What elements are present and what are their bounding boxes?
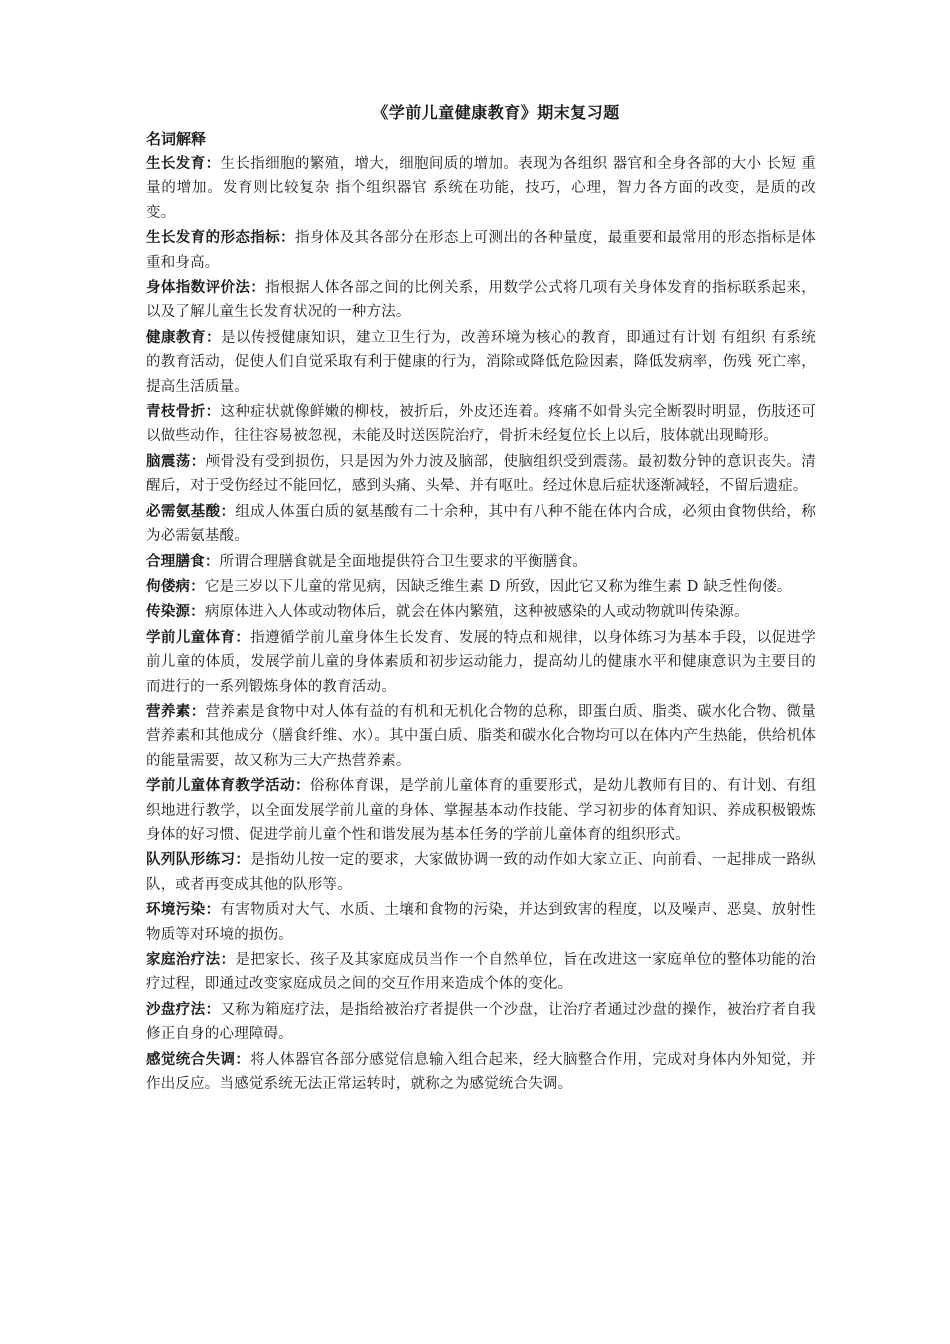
entry-term: 传染源 (146, 604, 191, 621)
glossary-entry (146, 450, 816, 499)
entry-term: 沙盘疗法 (146, 1001, 206, 1018)
entry-separator: ： (250, 280, 266, 297)
entry-term: 学前儿童体育教学活动 (146, 778, 295, 795)
entry-definition: 所谓合理膳食就是全面地提供符合卫生要求的平衡膳食。 (219, 553, 588, 570)
document-page (146, 102, 816, 1097)
entry-separator: ： (205, 404, 221, 421)
entry-separator: ： (220, 503, 236, 520)
glossary-entry (146, 998, 816, 1047)
glossary-entry (146, 226, 816, 275)
glossary-entry (146, 400, 816, 449)
entry-definition: 这种症状就像鲜嫩的柳枝，被折后，外皮还连着。疼痛不如骨头完全断裂时明显，伤肢还可以做些动作，往往容易被忽视，未能及时送医院治疗，骨折未经复位长上以后，肢体就出现畸形。 (146, 404, 817, 445)
entry-separator: ： (190, 703, 206, 720)
entry-term: 学前儿童体育 (146, 629, 236, 646)
entry-definition: 将人体器官各部分感觉信息输入组合起来，经大脑整合作用，完成对身体内外知觉，并作出反应。当感觉系统无法正常运转时，就称之为感觉统合失调。 (146, 1051, 816, 1093)
entry-separator: ： (280, 230, 295, 247)
entry-separator: ： (206, 329, 222, 346)
entry-separator: ： (190, 453, 206, 470)
glossary-entry (146, 626, 816, 699)
entry-definition: 指身体及其各部分在形态上可测出的各种量度，最重要和最常用的形态指标是体重和身高。 (146, 230, 817, 271)
entry-separator: ： (190, 604, 205, 621)
entry-definition: 是以传授健康知识，建立卫生行为，改善环境为核心的教育，即通过有计划 有组织 有系统的教育活动，促使人们自觉采取有利于健康的行为，消除或降低危险因素，降低发病率，伤残 死亡率，提高生活质量。 (146, 329, 817, 395)
entry-definition: 指根据人体各部之间的比例关系，用数学公式将几项有关身体发育的指标联系起来，以及了解儿童生长发育状况的一种方法。 (146, 280, 816, 321)
entry-separator: ： (220, 952, 236, 968)
document-title: 《学前儿童健康教育》期末复习题 (372, 103, 620, 122)
entry-definition: 生长指细胞的繁殖，增大，细胞间质的增加。表现为各组织 器官和全身各部的大小 长短 重量的增加。发育则比较复杂 指个组织器官 系统在功能，技巧，心理，智力各方面的改变，是质的改变。 (146, 156, 816, 221)
entry-separator: ： (204, 553, 220, 570)
entry-definition: 颅骨没有受到损伤，只是因为外力波及脑部，使脑组织受到震荡。最初数分钟的意识丧失。清醒后，对于受伤经过不能回忆，感到头痛、头晕、并有呕吐。经过休息后症状逐渐减轻，不留后遗症。 (146, 453, 817, 495)
entry-separator: ： (205, 156, 221, 172)
entry-term: 脑震荡 (146, 453, 191, 470)
glossary-entry (146, 600, 816, 624)
entry-term: 生长发育 (146, 156, 206, 172)
entry-separator: ： (235, 629, 251, 646)
entry-term: 身体指数评价法 (146, 280, 251, 297)
entry-separator: ： (235, 852, 251, 869)
entry-separator: ： (294, 778, 310, 795)
entry-separator: ： (235, 1051, 251, 1068)
glossary-entry (146, 550, 816, 574)
glossary-entry (146, 774, 816, 847)
entry-term: 家庭治疗法 (146, 952, 221, 968)
glossary-entry (146, 276, 816, 325)
entry-term: 青枝骨折 (146, 404, 206, 421)
entry-definition: 又称为箱庭疗法，是指给被治疗者提供一个沙盘，让治疗者通过沙盘的操作，被治疗者自我修正自身的心理障碍。 (146, 1001, 817, 1043)
entry-definition: 是把家长、孩子及其家庭成员当作一个自然单位，旨在改进这一家庭单位的整体功能的治疗过程，即通过改变家庭成员之间的交互作用来造成个体的变化。 (146, 952, 817, 993)
glossary-entry (146, 500, 816, 549)
glossary-entry (146, 948, 816, 997)
entry-term: 必需氨基酸 (146, 503, 221, 520)
entry-definition: 营养素是食物中对人体有益的有机和无机化合物的总称，即蛋白质、脂类、碳水化合物、微量营养素和其他成分（膳食纤维、水）。其中蛋白质、脂类和碳水化合物均可以在体内产生热能，供给机体的能量需要，故又称为三大产热营养素。 (146, 703, 817, 769)
entry-definition: 它是三岁以下儿童的常见病，因缺乏维生素 D 所致，因此它又称为维生素 D 缺乏性佝偻。 (204, 578, 792, 595)
entry-definition: 俗称体育课，是学前儿童体育的重要形式，是幼儿教师有目的、有计划、有组织地进行教学，以全面发展学前儿童的身体、掌握基本动作技能、学习初步的体育知识、养成积极锻炼身体的好习惯、促进学前儿童个性和谐发展为基本任务的学前儿童体育的组织形式。 (146, 778, 817, 843)
entry-separator: ： (190, 578, 205, 595)
glossary-entry (146, 326, 816, 399)
glossary-entry (146, 1048, 816, 1097)
entry-definition: 指遵循学前儿童身体生长发育、发展的特点和规律，以身体练习为基本手段，以促进学前儿童的体质，发展学前儿童的身体素质和初步运动能力，提高幼儿的健康水平和健康意识为主要目的而进行的一系列锻炼身体的教育活动。 (146, 629, 816, 695)
entry-separator: ： (205, 1001, 221, 1018)
entry-term: 佝偻病 (146, 578, 191, 595)
entry-term: 合理膳食 (146, 553, 205, 570)
glossary-entry (146, 152, 816, 225)
entry-definition: 组成人体蛋白质的氨基酸有二十余种，其中有八种不能在体内合成，必须由食物供给，称为必需氨基酸。 (146, 503, 817, 545)
glossary-entry (146, 700, 816, 773)
entry-term: 营养素 (146, 703, 191, 720)
entry-term: 生长发育的形态指标 (146, 230, 281, 247)
section-heading: 名词解释 (146, 130, 207, 148)
glossary-entry (146, 898, 816, 947)
glossary-entry (146, 848, 816, 897)
entry-term: 健康教育 (146, 329, 207, 346)
entry-definition: 是指幼儿按一定的要求，大家做协调一致的动作如大家立正、向前看、一起排成一路纵队，或者再变成其他的队形等。 (146, 852, 816, 893)
glossary-entry (146, 575, 816, 599)
entry-definition: 有害物质对大气、水质、土壤和食物的污染，并达到致害的程度，以及噪声、恶臭、放射性物质等对环境的损伤。 (146, 902, 817, 943)
entry-definition: 病原体进入人体或动物体后，就会在体内繁殖，这种被感染的人或动物就叫传染源。 (204, 604, 749, 621)
entry-separator: ： (205, 902, 221, 919)
entry-term: 感觉统合失调 (146, 1051, 236, 1068)
entry-term: 队列队形练习 (146, 852, 236, 869)
entry-term: 环境污染 (146, 902, 206, 919)
